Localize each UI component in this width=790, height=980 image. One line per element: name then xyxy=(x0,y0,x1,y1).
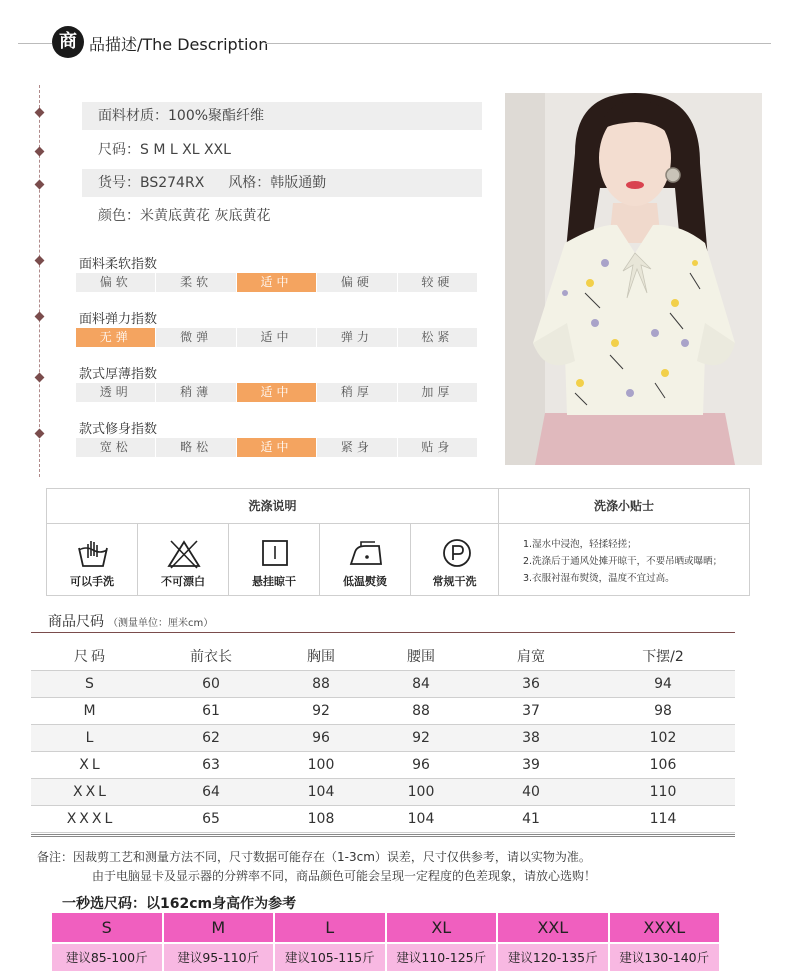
hand-wash-icon xyxy=(76,538,110,570)
table-cell: 39 xyxy=(522,757,540,773)
table-header-cell: 下摆/2 xyxy=(642,649,684,665)
wash-header: 洗涤说明 xyxy=(47,489,499,524)
index-scale xyxy=(76,383,477,402)
table-header-cell: 尺码 xyxy=(74,649,108,665)
index-scale xyxy=(76,438,477,457)
index-title: 面料柔软指数 xyxy=(79,257,158,272)
quick-size-cell: S xyxy=(52,913,162,942)
table-cell: 41 xyxy=(522,811,540,827)
table-row xyxy=(31,671,735,698)
quick-weight-cell: 建议95-110斤 xyxy=(164,944,274,971)
table-cell: 96 xyxy=(312,730,330,746)
table-row xyxy=(31,806,735,833)
timeline-dot xyxy=(35,256,45,266)
wash-tip: 3.衣服衬湿布熨烫，温度不宜过高。 xyxy=(523,573,675,584)
spec-style: 风格：韩版通勤 xyxy=(228,175,327,191)
index-option: 弹力 xyxy=(317,328,396,347)
low-iron-icon xyxy=(347,538,385,570)
wash-item-no-bleach xyxy=(138,524,229,595)
header-divider-right xyxy=(265,43,771,44)
table-cell: 100 xyxy=(407,784,435,800)
table-cell: 61 xyxy=(202,703,220,719)
table-cell: 114 xyxy=(649,811,677,827)
spec-sizes: 尺码：S M L XL XXL xyxy=(98,142,231,158)
table-cell: 110 xyxy=(649,784,677,800)
note-line-1: 备注：因裁剪工艺和测量方法不同，尺寸数据可能存在（1-3cm）误差，尺寸仅供参考，请以实物为准。 xyxy=(37,850,591,864)
size-unit: （测量单位：厘米cm） xyxy=(108,618,214,629)
table-cell: 104 xyxy=(407,811,435,827)
index-option: 紧身 xyxy=(317,438,396,457)
table-cell: 92 xyxy=(412,730,430,746)
table-cell: 36 xyxy=(522,676,540,692)
table-header-cell: 前衣长 xyxy=(190,649,232,665)
table-cell: 88 xyxy=(312,676,330,692)
quick-weight-cell: 建议110-125斤 xyxy=(387,944,497,971)
product-photo xyxy=(505,93,762,465)
size-title-text: 商品尺码 xyxy=(48,614,104,630)
table-header-cell: 腰围 xyxy=(407,649,435,665)
no-bleach-icon xyxy=(167,538,201,570)
section-title: 品描述/The Description xyxy=(89,35,269,54)
wash-item-hang-dry xyxy=(229,524,320,595)
size-table-divider xyxy=(31,632,735,633)
table-cell: S xyxy=(85,676,97,692)
dry-clean-icon xyxy=(440,538,474,570)
spec-material: 面料材质：100%聚酯纤维 xyxy=(82,102,482,130)
quick-size-cell: XXXL xyxy=(610,913,720,942)
quick-size-cell: M xyxy=(164,913,274,942)
table-header-cell: 肩宽 xyxy=(517,649,545,665)
header-badge: 商 xyxy=(52,26,84,58)
index-option: 微弹 xyxy=(156,328,235,347)
index-option: 稍薄 xyxy=(156,383,235,402)
index-option: 稍厚 xyxy=(317,383,396,402)
quick-weight-cell: 建议120-135斤 xyxy=(498,944,608,971)
spec-item-style xyxy=(82,169,482,197)
table-cell: M xyxy=(83,703,99,719)
quick-weight-row xyxy=(52,944,719,971)
wash-item-low-iron xyxy=(320,524,411,595)
timeline-dot xyxy=(35,312,45,322)
table-row xyxy=(31,779,735,806)
wash-tip: 2.洗涤后于通风处摊开晾干，不要吊晒或曝晒； xyxy=(523,556,723,567)
table-cell: 62 xyxy=(202,730,220,746)
wash-label: 悬挂晾干 xyxy=(252,575,296,588)
index-title: 款式厚薄指数 xyxy=(79,367,158,382)
index-option: 适中 xyxy=(237,328,316,347)
hang-dry-icon xyxy=(258,538,292,570)
wash-tip: 1.湿水中浸泡，轻揉轻搓； xyxy=(523,539,637,550)
quick-weight-cell: 建议105-115斤 xyxy=(275,944,385,971)
table-cell: XXL xyxy=(73,784,109,800)
quick-size-title: 一秒选尺码：以162cm身高作为参考 xyxy=(62,896,297,912)
header-divider-left xyxy=(18,43,52,44)
size-table-bottom-rule xyxy=(31,834,735,837)
wash-label: 不可漂白 xyxy=(161,575,205,588)
table-cell: 104 xyxy=(307,784,335,800)
wash-item-dry-clean xyxy=(411,524,499,595)
index-option: 较硬 xyxy=(398,273,477,292)
table-cell: 88 xyxy=(412,703,430,719)
table-cell: XXXL xyxy=(66,811,116,827)
timeline-dot xyxy=(35,373,45,383)
wash-label: 低温熨烫 xyxy=(343,575,387,588)
wash-item-hand-wash xyxy=(47,524,138,595)
wash-label: 可以手洗 xyxy=(70,575,114,588)
quick-size-cell: XXL xyxy=(498,913,608,942)
wash-tips xyxy=(523,536,749,587)
index-option-selected: 无弹 xyxy=(76,328,155,347)
table-cell: XL xyxy=(79,757,103,773)
index-option: 柔软 xyxy=(156,273,235,292)
table-row xyxy=(31,752,735,779)
index-option-selected: 适中 xyxy=(237,383,316,402)
index-title: 款式修身指数 xyxy=(79,422,158,437)
table-header-cell: 胸围 xyxy=(307,649,335,665)
table-row xyxy=(31,725,735,752)
index-scale xyxy=(76,328,477,347)
size-table-title xyxy=(48,611,213,631)
index-option-selected: 适中 xyxy=(237,273,316,292)
table-cell: 92 xyxy=(312,703,330,719)
timeline-dot xyxy=(35,180,45,190)
index-option: 松紧 xyxy=(398,328,477,347)
table-cell: 60 xyxy=(202,676,220,692)
table-cell: 37 xyxy=(522,703,540,719)
wash-label: 常规干洗 xyxy=(432,575,477,588)
decorative-timeline xyxy=(39,85,40,477)
index-scale xyxy=(76,273,477,292)
table-cell: 94 xyxy=(654,676,672,692)
index-title: 面料弹力指数 xyxy=(79,312,158,327)
index-option: 透明 xyxy=(76,383,155,402)
index-option: 贴身 xyxy=(398,438,477,457)
section-header xyxy=(0,0,790,80)
index-option-selected: 适中 xyxy=(237,438,316,457)
timeline-dot xyxy=(35,108,45,118)
table-cell: L xyxy=(85,730,97,746)
table-row xyxy=(31,698,735,725)
quick-weight-cell: 建议130-140斤 xyxy=(610,944,720,971)
table-cell: 63 xyxy=(202,757,220,773)
table-cell: 106 xyxy=(649,757,677,773)
table-cell: 100 xyxy=(307,757,335,773)
table-cell: 64 xyxy=(202,784,220,800)
quick-weight-cell: 建议85-100斤 xyxy=(52,944,162,971)
table-cell: 98 xyxy=(654,703,672,719)
note-line-2: 由于电脑显卡及显示器的分辨率不同，商品颜色可能会呈现一定程度的色差现象，请放心选购！ xyxy=(92,869,597,883)
index-option: 偏硬 xyxy=(317,273,396,292)
table-cell: 84 xyxy=(412,676,430,692)
table-cell: 108 xyxy=(307,811,335,827)
wash-instructions xyxy=(46,488,750,596)
quick-size-cell: L xyxy=(275,913,385,942)
table-cell: 65 xyxy=(202,811,220,827)
index-option: 宽松 xyxy=(76,438,155,457)
timeline-dot xyxy=(35,429,45,439)
table-header-row xyxy=(31,644,735,671)
table-cell: 38 xyxy=(522,730,540,746)
index-option: 略松 xyxy=(156,438,235,457)
index-option: 偏软 xyxy=(76,273,155,292)
quick-size-cell: XL xyxy=(387,913,497,942)
table-cell: 40 xyxy=(522,784,540,800)
index-option: 加厚 xyxy=(398,383,477,402)
timeline-dot xyxy=(35,147,45,157)
wash-tips-header: 洗涤小贴士 xyxy=(499,489,749,524)
table-cell: 96 xyxy=(412,757,430,773)
quick-size-grid xyxy=(52,913,719,971)
table-cell: 102 xyxy=(649,730,677,746)
spec-colors: 颜色：米黄底黄花 灰底黄花 xyxy=(98,208,271,224)
spec-item-no: 货号：BS274RX xyxy=(98,175,205,191)
quick-size-row xyxy=(52,913,719,942)
